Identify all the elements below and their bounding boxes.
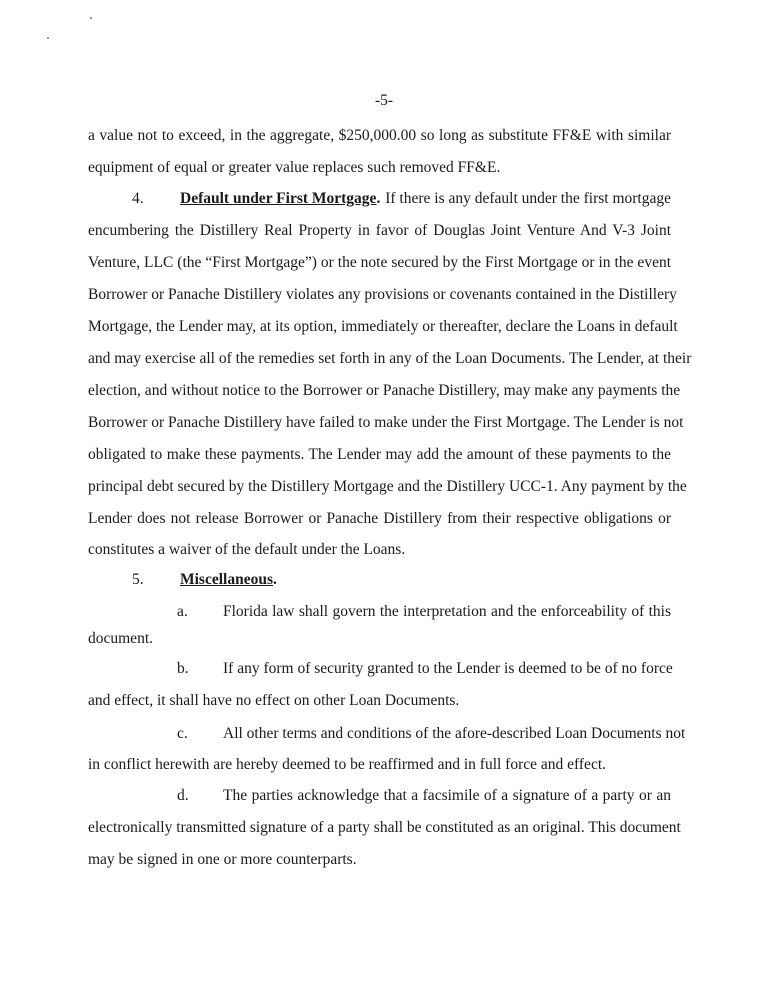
scan-speck <box>90 17 92 19</box>
intro-line: a value not to exceed, in the aggregate, $250,000.00 so long as substitute FF&E with similar <box>88 127 671 144</box>
item-a-letter: a. <box>177 603 188 620</box>
section-4-line: Borrower or Panache Distillery violates any provisions or covenants contained in the Distillery <box>88 286 677 303</box>
item-c-line: All other terms and conditions of the afore-described Loan Documents not <box>223 725 686 742</box>
section-4-line: Venture, LLC (the “First Mortgage”) or the note secured by the First Mortgage or in the event <box>88 254 671 271</box>
section-4-line: and may exercise all of the remedies set forth in any of the Loan Documents. The Lender, at their <box>88 350 692 367</box>
item-d-line: electronically transmitted signature of a party shall be constituted as an original. This document <box>88 819 681 836</box>
section-4-line: constitutes a waiver of the default under the Loans. <box>88 541 406 558</box>
item-d-line: may be signed in one or more counterparts. <box>88 851 357 868</box>
intro-line: equipment of equal or greater value replaces such removed FF&E. <box>88 159 501 176</box>
item-a-line: document. <box>88 630 153 647</box>
item-b-line: and effect, it shall have no effect on other Loan Documents. <box>88 692 460 709</box>
page-number: -5- <box>374 92 394 109</box>
section-4-heading-line <box>180 189 671 209</box>
section-4-line: Borrower or Panache Distillery have failed to make under the First Mortgage. The Lender is not <box>88 414 684 431</box>
section-4-line: principal debt secured by the Distillery Mortgage and the Distillery UCC-1. Any payment by the <box>88 478 687 495</box>
item-d-letter: d. <box>177 787 189 804</box>
section-5-heading-period: . <box>273 571 277 588</box>
item-b-letter: b. <box>177 660 189 677</box>
section-5-heading: Miscellaneous <box>180 571 273 588</box>
section-4-heading-period: . <box>376 190 381 207</box>
section-4-line: Mortgage, the Lender may, at its option, immediately or thereafter, declare the Loans in default <box>88 318 678 335</box>
section-4-heading-group <box>180 189 380 209</box>
section-4-heading: Default under First Mortgage <box>180 190 377 207</box>
item-a-line: Florida law shall govern the interpretation and the enforceability of this <box>223 603 671 620</box>
item-d-line: The parties acknowledge that a facsimile of a signature of a party or an <box>223 787 671 804</box>
section-4-line: encumbering the Distillery Real Property in favor of Douglas Joint Venture And V-3 Joint <box>88 222 671 239</box>
item-c-letter: c. <box>177 725 188 742</box>
section-4-line: If there is any default under the first mortgage <box>385 190 671 207</box>
section-5-heading-line <box>180 570 277 590</box>
item-c-line: in conflict herewith are hereby deemed to be reaffirmed and in full force and effect. <box>88 756 607 773</box>
item-b-line: If any form of security granted to the Lender is deemed to be of no force <box>223 660 673 677</box>
section-4-number: 4. <box>132 190 144 207</box>
section-5-number: 5. <box>132 571 144 588</box>
scan-speck <box>47 37 49 39</box>
section-4-line: Lender does not release Borrower or Panache Distillery from their respective obligations or <box>88 510 671 527</box>
section-4-line: obligated to make these payments. The Lender may add the amount of these payments to the <box>88 446 671 463</box>
section-4-line: election, and without notice to the Borrower or Panache Distillery, may make any payments the <box>88 382 681 399</box>
